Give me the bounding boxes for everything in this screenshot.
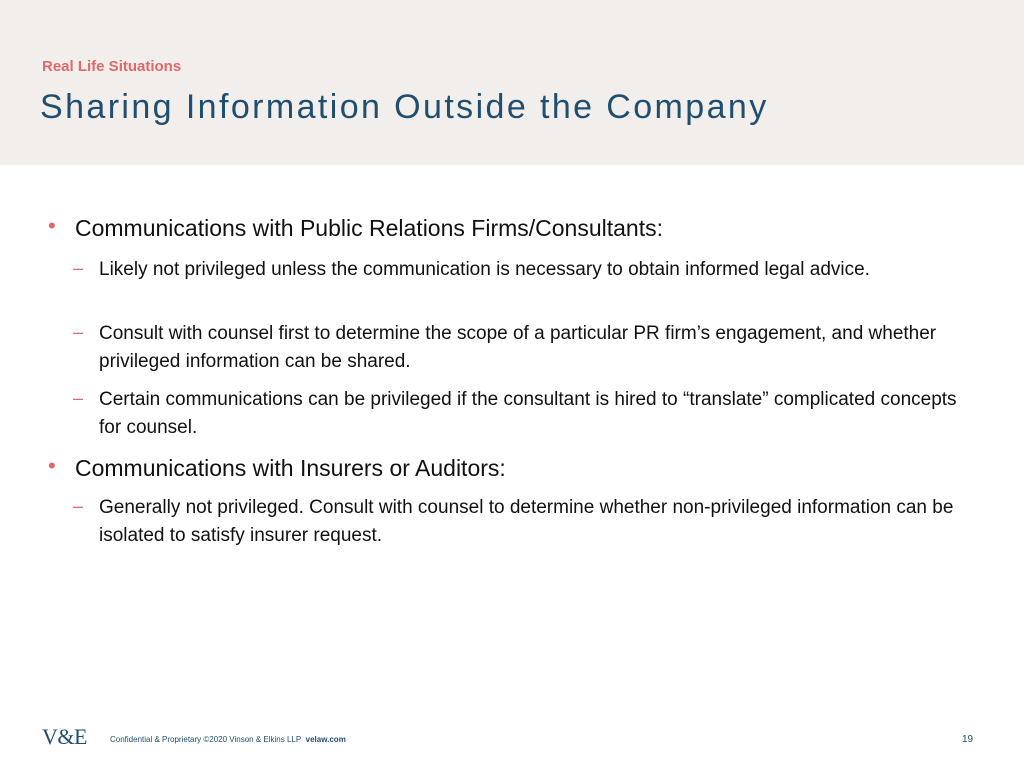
website-link[interactable]: velaw.com [305, 735, 346, 744]
company-logo: V&E [42, 724, 87, 749]
sub-bullet-text: Certain communications can be privileged if the consultant is hired to “translate” complicated concepts for counsel. [99, 389, 957, 438]
slide-title: Sharing Information Outside the Company [40, 88, 769, 126]
bullet-dot-icon: • [48, 213, 56, 238]
sub-bullet-item [73, 386, 959, 442]
dash-icon: – [73, 258, 84, 278]
sub-bullet-item [73, 494, 959, 550]
bullet-item [48, 213, 663, 242]
dash-icon: – [73, 322, 84, 342]
dash-icon: – [73, 388, 84, 408]
dash-icon: – [73, 496, 84, 516]
bullet-item [48, 453, 506, 482]
sub-bullet-item [73, 320, 959, 376]
bullet-text: Communications with Insurers or Auditors: [75, 455, 506, 481]
sub-bullet-item [73, 256, 959, 284]
footer-text [110, 735, 346, 744]
page-number: 19 [962, 734, 974, 745]
slide-header [0, 0, 1024, 165]
bullet-text: Communications with Public Relations Firms/Consultants: [75, 215, 663, 241]
sub-bullet-text: Generally not privileged. Consult with counsel to determine whether non-privileged information can be isolated to satisfy insurer request. [99, 497, 954, 546]
sub-bullet-text: Consult with counsel first to determine the scope of a particular PR firm’s engagement, and whether privileged information can be shared. [99, 323, 937, 372]
section-kicker: Real Life Situations [42, 58, 182, 75]
confidential-notice: Confidential & Proprietary ©2020 Vinson & Elkins LLP [110, 735, 302, 744]
sub-bullet-text: Likely not privileged unless the communication is necessary to obtain informed legal advice. [99, 259, 870, 280]
bullet-dot-icon: • [48, 453, 56, 478]
